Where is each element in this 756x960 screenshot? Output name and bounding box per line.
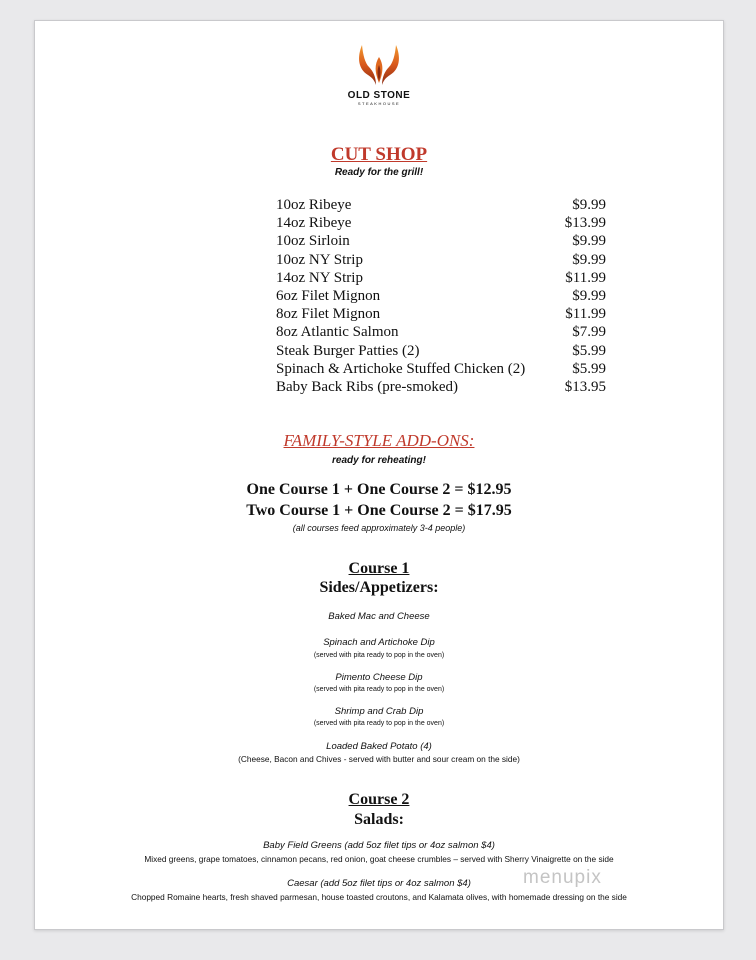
- combo-offer: Two Course 1 + One Course 2 = $17.95: [246, 502, 512, 519]
- course2-item: Caesar (add 5oz filet tips or 4oz salmon $4): [287, 878, 471, 889]
- course2-item: Baby Field Greens (add 5oz filet tips or 4oz salmon $4): [263, 840, 495, 851]
- logo-subtitle: STEAKHOUSE: [357, 101, 401, 106]
- horns-logo-icon: [356, 43, 402, 87]
- course1-item: Shrimp and Crab Dip: [334, 706, 424, 717]
- item-price: $9.99: [572, 197, 606, 213]
- restaurant-logo: [339, 43, 419, 106]
- course1-item: Baked Mac and Cheese: [328, 611, 430, 622]
- item-name: 10oz NY Strip: [276, 251, 363, 268]
- item-price: $9.99: [572, 251, 606, 268]
- course2-title: Course 2: [348, 791, 410, 808]
- family-style-title: FAMILY-STYLE ADD-ONS:: [283, 431, 475, 450]
- list-item: [276, 251, 606, 269]
- menu-page: [34, 20, 724, 930]
- course2-item-desc: Mixed greens, grape tomatoes, cinnamon pecans, red onion, goat cheese crumbles – served with Sherry Vinaigrette on the side: [144, 854, 614, 864]
- item-price: $9.99: [572, 288, 606, 305]
- item-price: $9.99: [572, 233, 606, 250]
- item-name: 8oz Filet Mignon: [276, 306, 381, 323]
- item-name: 6oz Filet Mignon: [276, 288, 381, 305]
- item-name: 14oz Ribeye: [276, 215, 352, 232]
- course2-subtitle: Salads:: [354, 811, 404, 828]
- list-item: [276, 214, 606, 232]
- item-name: Baby Back Ribs (pre-smoked): [276, 379, 459, 396]
- item-name: 10oz Sirloin: [276, 233, 350, 250]
- course1-item-note: (served with pita ready to pop in the oven): [313, 686, 445, 693]
- list-item: [276, 269, 606, 287]
- course1-item-note: (Cheese, Bacon and Chives - served with butter and sour cream on the side): [238, 754, 520, 764]
- combo-note: (all courses feed approximately 3-4 people): [292, 523, 466, 533]
- course2-item-desc: Chopped Romaine hearts, fresh shaved parmesan, house toasted croutons, and Kalamata olives, with homemade dressing on the side: [131, 892, 627, 902]
- item-price: $11.99: [565, 306, 606, 323]
- course1-item: Loaded Baked Potato (4): [326, 741, 432, 752]
- course1-item: Spinach and Artichoke Dip: [323, 637, 435, 648]
- list-item: [276, 342, 606, 360]
- course1-item-note: (served with pita ready to pop in the oven): [313, 652, 445, 659]
- item-price: $7.99: [572, 324, 606, 341]
- course1-title: Course 1: [348, 560, 410, 577]
- item-price: $13.95: [564, 379, 606, 396]
- item-name: 8oz Atlantic Salmon: [276, 324, 399, 341]
- cut-shop-subtitle: Ready for the grill!: [334, 167, 424, 178]
- item-price: $13.99: [564, 215, 606, 232]
- cut-shop-title: CUT SHOP: [330, 144, 428, 165]
- item-name: 10oz Ribeye: [276, 197, 352, 213]
- list-item: [276, 323, 606, 341]
- logo-name: OLD STONE: [347, 90, 411, 101]
- list-item: [276, 196, 606, 214]
- list-item: [276, 360, 606, 378]
- item-price: $5.99: [572, 342, 606, 359]
- item-price: $11.99: [565, 269, 606, 286]
- list-item: [276, 378, 606, 396]
- watermark: menupix: [523, 867, 602, 888]
- course1-item: Pimento Cheese Dip: [335, 672, 423, 683]
- list-item: [276, 287, 606, 305]
- course1-item-note: (served with pita ready to pop in the oven): [313, 720, 445, 727]
- item-name: 14oz NY Strip: [276, 269, 363, 286]
- item-price: $5.99: [572, 360, 606, 377]
- list-item: [276, 305, 606, 323]
- course1-subtitle: Sides/Appetizers:: [319, 579, 439, 596]
- item-name: Spinach & Artichoke Stuffed Chicken (2): [276, 360, 526, 377]
- combo-offer: One Course 1 + One Course 2 = $12.95: [246, 481, 512, 498]
- item-name: Steak Burger Patties (2): [276, 342, 420, 359]
- cut-shop-list: [276, 196, 606, 396]
- family-style-subtitle: ready for reheating!: [332, 455, 426, 466]
- list-item: [276, 232, 606, 250]
